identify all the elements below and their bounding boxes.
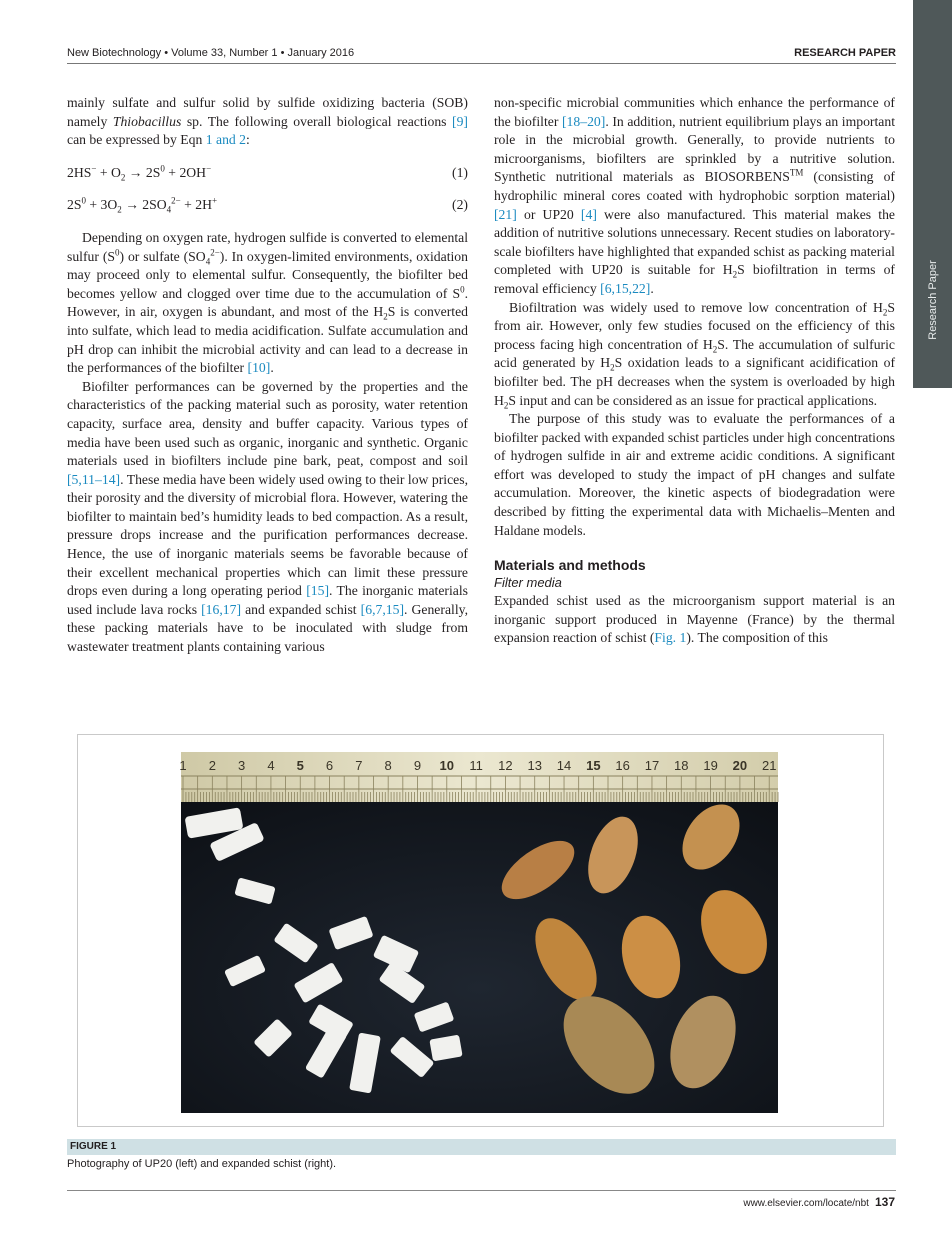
- subscript: 2: [117, 205, 122, 216]
- text-run: . Generally, these packing materials have to be inoculated with sludge from wastewater treatment plants containing various: [67, 601, 468, 655]
- subscript: 2: [882, 307, 888, 318]
- text-run: can be expressed by Eqn: [67, 132, 206, 148]
- text-run: non-specific microbial communities which enhance the performance of the biofilter: [494, 95, 895, 129]
- italic-text: Thiobacillus: [112, 113, 182, 129]
- subscript: 4: [166, 205, 172, 216]
- text-run: :: [246, 132, 250, 148]
- paragraph: [67, 94, 468, 150]
- citation-link[interactable]: [6,7,15]: [360, 601, 405, 617]
- equation-formula: [67, 164, 211, 183]
- superscript: 2−: [171, 195, 181, 206]
- text-run: → 2S: [125, 164, 161, 180]
- journal-info: New Biotechnology • Volume 33, Number 1 • January 2016: [67, 47, 355, 59]
- text-run: 2HS: [67, 164, 92, 180]
- text-run: + 2OH: [164, 164, 207, 180]
- subscript: 2: [712, 344, 718, 355]
- equation-1: [67, 164, 468, 183]
- figure-1: [77, 734, 884, 1127]
- ruler-number: 17: [644, 758, 660, 773]
- subscript: 4: [205, 256, 211, 267]
- ruler-number: 12: [498, 758, 513, 773]
- figure-label: FIGURE 1: [67, 1139, 896, 1155]
- paragraph: [67, 378, 468, 657]
- citation-link[interactable]: Fig. 1: [654, 630, 687, 646]
- ruler-number: 5: [296, 758, 304, 773]
- ruler-number: 10: [439, 758, 455, 773]
- ruler-number: 18: [674, 758, 689, 773]
- citation-link[interactable]: [21]: [494, 206, 517, 222]
- citation-link[interactable]: [6,15,22]: [600, 280, 651, 296]
- section-heading: Materials and methods: [494, 557, 646, 574]
- text-run: S is converted into sulfate, which lead to media acidification. Sulfate accumulation and pH drop can inhibit the microbial activity and can lead to a decrease in the performances of the biofilter: [67, 304, 468, 376]
- text-run: (consisting of hydrophilic mineral cores coated with hydrophobic sorption material): [494, 169, 895, 203]
- equation-number: (2): [452, 197, 468, 213]
- ruler-number: 11: [469, 758, 483, 773]
- ruler-number: 19: [703, 758, 718, 773]
- figure-photo: [181, 752, 778, 1113]
- ruler-number: 6: [325, 758, 334, 773]
- right-column: [494, 94, 895, 648]
- citation-link[interactable]: [18–20]: [561, 113, 606, 129]
- text-run: .: [650, 280, 654, 296]
- citation-link[interactable]: [5,11–14]: [67, 471, 121, 487]
- side-tab-label: Research Paper: [926, 260, 939, 340]
- figure-caption: Photography of UP20 (left) and expanded schist (right).: [67, 1158, 337, 1170]
- text-run: Expanded schist used as the microorganism support material is an inorganic support produced in Mayenne (France) by the thermal expansion reaction of schist (: [494, 593, 895, 646]
- citation-link[interactable]: [15]: [306, 583, 330, 599]
- text-run: + 3O: [85, 197, 118, 213]
- text-run: Depending on oxygen rate, hydrogen sulfide is converted to elemental sulfur (S: [67, 229, 468, 264]
- ruler-number: 13: [527, 758, 542, 773]
- text-run: mainly sulfate and sulfur solid by sulfide oxidizing bacteria (SOB) namely: [67, 95, 468, 129]
- paragraph: [494, 410, 895, 540]
- text-run: + O: [96, 164, 121, 180]
- citation-link[interactable]: [4]: [580, 206, 597, 222]
- ruler-number: 16: [615, 758, 630, 773]
- paragraph: [494, 94, 895, 299]
- paragraph: [494, 299, 895, 411]
- text-run: . However, in air, oxygen is abundant, and most of the H: [67, 285, 468, 320]
- citation-link[interactable]: [10]: [247, 360, 271, 376]
- superscript: 2−: [210, 247, 220, 257]
- footer-divider: [67, 1190, 896, 1191]
- citation-link[interactable]: 1 and 2: [205, 132, 247, 148]
- text-run: Biofilter performances can be governed by the properties and the characteristics of the packing material such as porosity, water retention capacity, surface area, density and buffer capacity. Various types of media have been used such as organic, inorganic and synthetic. Organic materials used in biofilters include pine bark, peat, compost and soil: [67, 378, 468, 469]
- text-run: + 2H: [180, 197, 213, 213]
- superscript: TM: [789, 167, 804, 178]
- text-run: . In addition, nutrient equilibrium plays an important role in the microbial growth. Generally, to provide nutrients to microorganisms, biofilters are sprinkled by a nutritive solution. Synthetic nutritional materials as BIOSORBENS: [494, 113, 895, 185]
- ruler-number: 2: [208, 758, 216, 773]
- ruler-number: 3: [238, 758, 246, 773]
- superscript: 0: [160, 163, 165, 174]
- subscript: 2: [610, 363, 615, 374]
- subsection-heading: Filter media: [494, 575, 562, 591]
- citation-link[interactable]: [9]: [452, 113, 468, 129]
- text-run: S input and can be considered as an issue for practical applications.: [508, 392, 878, 408]
- ruler-number: 7: [355, 758, 363, 773]
- superscript: 0: [115, 247, 120, 257]
- text-run: S oxidation leads to a significant acidification of biofilter bed. The pH decreases when the system is overloaded by high H: [494, 355, 895, 408]
- ruler-number: 1: [179, 758, 187, 773]
- text-run: .: [270, 360, 274, 376]
- paragraph: [67, 229, 468, 378]
- paragraph: [494, 592, 895, 648]
- footer: [743, 1195, 895, 1209]
- subscript: 2: [503, 400, 509, 411]
- text-run: ). In oxygen-limited environments, oxidation may proceed only to elemental sulfur. Consequently, the biofilter bed becomes yellow and clogged over time due to the accumulation of S: [67, 248, 468, 301]
- ruler-number: 14: [556, 758, 572, 773]
- superscript: 0: [81, 195, 86, 206]
- subscript: 2: [732, 270, 738, 281]
- text-run: and expanded schist: [241, 601, 361, 617]
- citation-link[interactable]: [16,17]: [201, 601, 242, 617]
- text-run: . These media have been widely used owing to their low prices, their porosity and the diversity of microbial flora. However, watering the biofilter to maintain bed’s humidity leads to bed compaction. As a result, pressure drops increase and the purification performances decrease. Hence, the use of inorganic materials seems be favorable because of their excellent mechanical properties which can limit these pressure drops even during a long operating period: [67, 471, 468, 599]
- text-run: ) or sulfate (SO: [119, 248, 206, 264]
- text-run: S from air. However, only few studies focused on the efficiency of this process facing high concentration of H: [494, 299, 895, 352]
- subscript: 2: [120, 172, 126, 183]
- ruler-number: 4: [267, 758, 275, 773]
- text-run: ). The composition of this: [686, 630, 828, 646]
- text-run: S. The accumulation of sulfuric acid generated by H: [494, 336, 895, 371]
- equation-number: (1): [452, 164, 468, 180]
- text-run: S biofiltration in terms of removal efficiency: [494, 262, 895, 296]
- ruler-number: 8: [384, 758, 392, 773]
- equation-formula: [67, 196, 217, 215]
- text-run: sp. The following overall biological reactions: [181, 113, 453, 129]
- text-run: Biofiltration was widely used to remove low concentration of H: [509, 299, 883, 315]
- equation-2: [67, 196, 468, 215]
- text-run: were also manufactured. This material makes the addition of nutritive solutions unnecessary. Recent studies on laboratory-scale biofilters have highlighted that expanded schist as packing material completed with UP20 is suitable for H: [494, 206, 896, 278]
- text-run: . The inorganic materials used include lava rocks: [67, 583, 468, 617]
- ruler-number: 15: [586, 758, 601, 773]
- text-run: The purpose of this study was to evaluate the performances of a biofilter packed with expanded schist particles under high concentrations of hydrogen sulfide in air and extreme acidic conditions. A significant effort was developed to study the impact of pH changes and sulfate accumulation. Moreover, the kinetic aspects of biodegradation were described by fitting the experimental data with Michaelis–Menten and Haldane models.: [494, 411, 895, 538]
- superscript: −: [206, 163, 212, 174]
- section-label: RESEARCH PAPER: [794, 47, 896, 59]
- left-column: [67, 94, 468, 657]
- journal-url[interactable]: www.elsevier.com/locate/nbt: [743, 1198, 869, 1209]
- ruler-number: 9: [413, 758, 422, 773]
- text-run: 2S: [67, 197, 82, 213]
- ruler-number: 20: [732, 758, 748, 773]
- text-run: → 2SO: [121, 197, 167, 213]
- ruler: [179, 752, 778, 802]
- superscript: −: [91, 163, 97, 174]
- page-number: 137: [874, 1195, 895, 1209]
- subscript: 2: [383, 312, 388, 323]
- text-run: or UP20: [516, 206, 581, 222]
- superscript: +: [212, 195, 218, 206]
- running-header: [67, 47, 896, 64]
- side-tab: [913, 0, 952, 388]
- ruler-number: 21: [761, 758, 777, 773]
- superscript: 0: [460, 284, 465, 295]
